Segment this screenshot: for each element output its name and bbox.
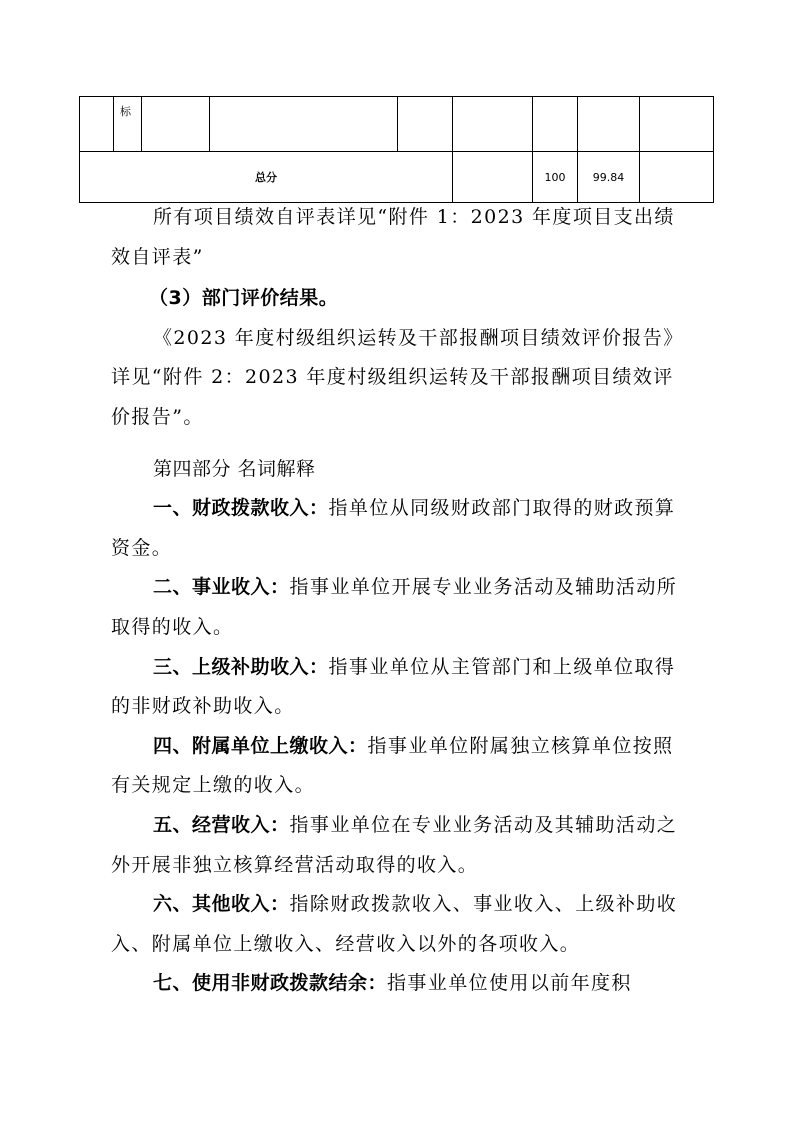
table-row-total <box>80 152 714 203</box>
document-body <box>111 198 683 1004</box>
term-text: 指事业单位使用以前年度积 <box>387 972 632 995</box>
term-definition <box>111 964 683 1004</box>
total-points-cell: 100 <box>533 152 578 203</box>
table-cell <box>142 97 210 152</box>
term-label: 三、上级补助收入： <box>153 655 329 678</box>
term-text: 指事业单位附属独立核算单位按照有关规定上缴的收入。 <box>111 734 674 797</box>
table-cell <box>210 97 398 152</box>
table-cell <box>578 97 640 152</box>
table-cell <box>453 152 533 203</box>
term-text: 指事业单位从主管部门和上级单位取得的非财政补助收入。 <box>111 655 676 718</box>
score-table <box>79 96 714 203</box>
term-label: 五、经营收入： <box>153 813 290 836</box>
term-text: 指事业单位开展专业业务活动及辅助活动所取得的收入。 <box>111 576 678 638</box>
term-definition <box>111 885 683 964</box>
term-label: 六、其他收入： <box>153 893 290 916</box>
total-label-cell: 总分 <box>80 152 453 203</box>
paragraph-self-evaluation-note: 所有项目绩效自评表详见“附件 1：2023 年度项目支出绩效自评表” <box>111 206 675 268</box>
term-text: 指除财政拨款收入、事业收入、上级补助收入、附属单位上缴收入、经营收入以外的各项收入。 <box>111 893 678 955</box>
term-definition <box>111 489 683 568</box>
term-definition <box>111 648 683 727</box>
table-cell <box>80 97 114 152</box>
term-text: 指单位从同级财政部门取得的财政预算资金。 <box>111 497 676 559</box>
term-label: 二、事业收入： <box>153 576 290 599</box>
term-definition <box>111 806 683 885</box>
table-row <box>80 97 714 152</box>
table-cell-indicator-label: 标 <box>114 97 142 152</box>
table-cell <box>640 97 714 152</box>
paragraph-report-reference: 《2023 年度村级组织运转及干部报酬项目绩效评价报告》详见“附件 2：2023 年度村级组织运转及干部报酬项目绩效评价报告”。 <box>111 326 675 428</box>
term-label: 七、使用非财政拨款结余： <box>153 972 388 995</box>
subheading-dept-evaluation: （3）部门评价结果。 <box>149 287 339 310</box>
term-definition <box>111 727 683 806</box>
term-label: 四、附属单位上缴收入： <box>153 734 368 757</box>
term-definition <box>111 568 683 647</box>
table-cell <box>398 97 453 152</box>
term-text: 指事业单位在专业业务活动及其辅助活动之外开展非独立核算经营活动取得的收入。 <box>111 813 678 876</box>
table-cell <box>533 97 578 152</box>
table-cell <box>640 152 714 203</box>
term-label: 一、财政拨款收入： <box>153 497 329 520</box>
table-cell <box>453 97 533 152</box>
total-score-cell: 99.84 <box>578 152 640 203</box>
section-title: 第四部分 名词解释 <box>153 457 316 480</box>
